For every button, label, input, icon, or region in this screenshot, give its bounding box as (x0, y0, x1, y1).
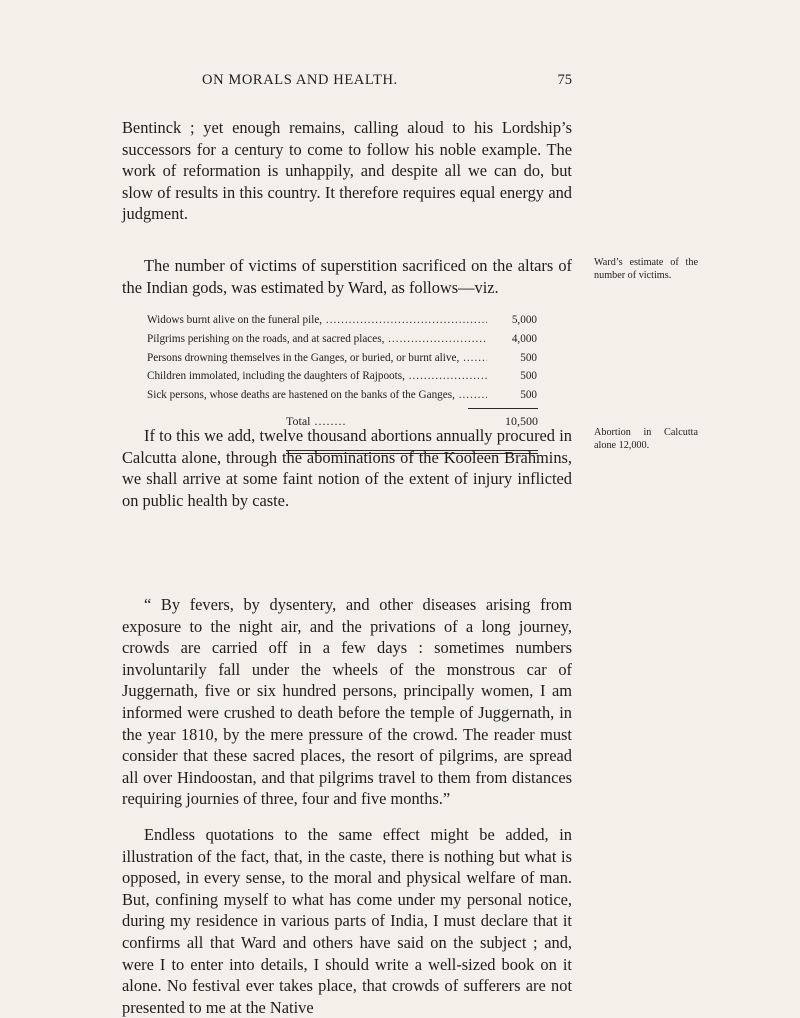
row-label: Sick persons, whose deaths are hastened on the banks of the Ganges, ..... (147, 386, 487, 405)
page-number: 75 (557, 72, 572, 88)
sum-rule (468, 408, 538, 409)
row-label: Pilgrims perishing on the roads, and at sacred places, ..... (147, 330, 487, 349)
row-label: Children immolated, including the daughters of Rajpoots, ..... (147, 367, 487, 386)
table-row (147, 367, 537, 386)
paragraph-5: Endless quotations to the same effect might be added, in illustration of the fact, that, in the caste, there is nothing but what is opposed, in every sense, to the moral and physical welfare of man. But, confining myself to what has come under my personal notice, during my residence in various parts of India, I must declare that it confirms all that Ward and others have said on the subject ; and, were I to enter into details, I should write a well-sized book on it alone. No festival ever takes place, that crowds of sufferers are not presented to me at the Native (122, 825, 572, 1017)
table-row (147, 386, 537, 405)
paragraph-3: If to this we add, twelve thousand abortions annually procured in Calcutta alone, through the abominations of the Kooleen Brahmins, we shall arrive at some faint notion of the extent of injury inflicted on public health by caste. (122, 426, 572, 510)
victims-table (147, 311, 537, 405)
table-row (147, 330, 537, 349)
margin-note-ward: Ward’s estimate of the number of victims. (594, 257, 698, 281)
row-value: 4,000 (487, 330, 537, 349)
paragraph-4-quotation: “ By fevers, by dysentery, and other diseases arising from exposure to the night air, and the privations of a long journey, crowds are carried off in a few days : sometimes numbers involuntarily fall under the wheels of the monstrous car of Juggernath, five or six hundred persons, principally women, I am informed were crushed to death before the temple of Juggernath, in the year 1810, by the mere pressure of the crowd. The reader must consider that these sacred places, the resort of pilgrims, are spread all over Hindoostan, and that pilgrims travel to them from distances requiring journies of three, four and five months.” (122, 595, 572, 809)
row-label: Widows burnt alive on the funeral pile, ..... (147, 311, 487, 330)
table-row (147, 311, 537, 330)
total-label: Total ..... (286, 414, 347, 429)
header-title: ON MORALS AND HEALTH. (202, 72, 398, 88)
paragraph-2: The number of victims of superstition sacrificed on the altars of the Indian gods, was estimated by Ward, as follows—viz. (122, 256, 572, 297)
row-value: 500 (487, 367, 537, 386)
table-row (147, 349, 537, 368)
total-value: 10,500 (505, 414, 538, 428)
row-label: Persons drowning themselves in the Ganges, or buried, or burnt alive, ..... (147, 349, 487, 368)
margin-note-abortion: Abortion in Calcutta alone 12,000. (594, 427, 698, 451)
row-value: 5,000 (487, 311, 537, 330)
row-value: 500 (487, 349, 537, 368)
paragraph-1: Bentinck ; yet enough remains, calling aloud to his Lordship’s successors for a century to come to follow his noble example. The work of reformation is unhappily, and despite all we can do, but slow of results in this country. It therefore requires equal energy and judgment. (122, 118, 572, 224)
running-header (122, 72, 572, 94)
row-value: 500 (487, 386, 537, 405)
